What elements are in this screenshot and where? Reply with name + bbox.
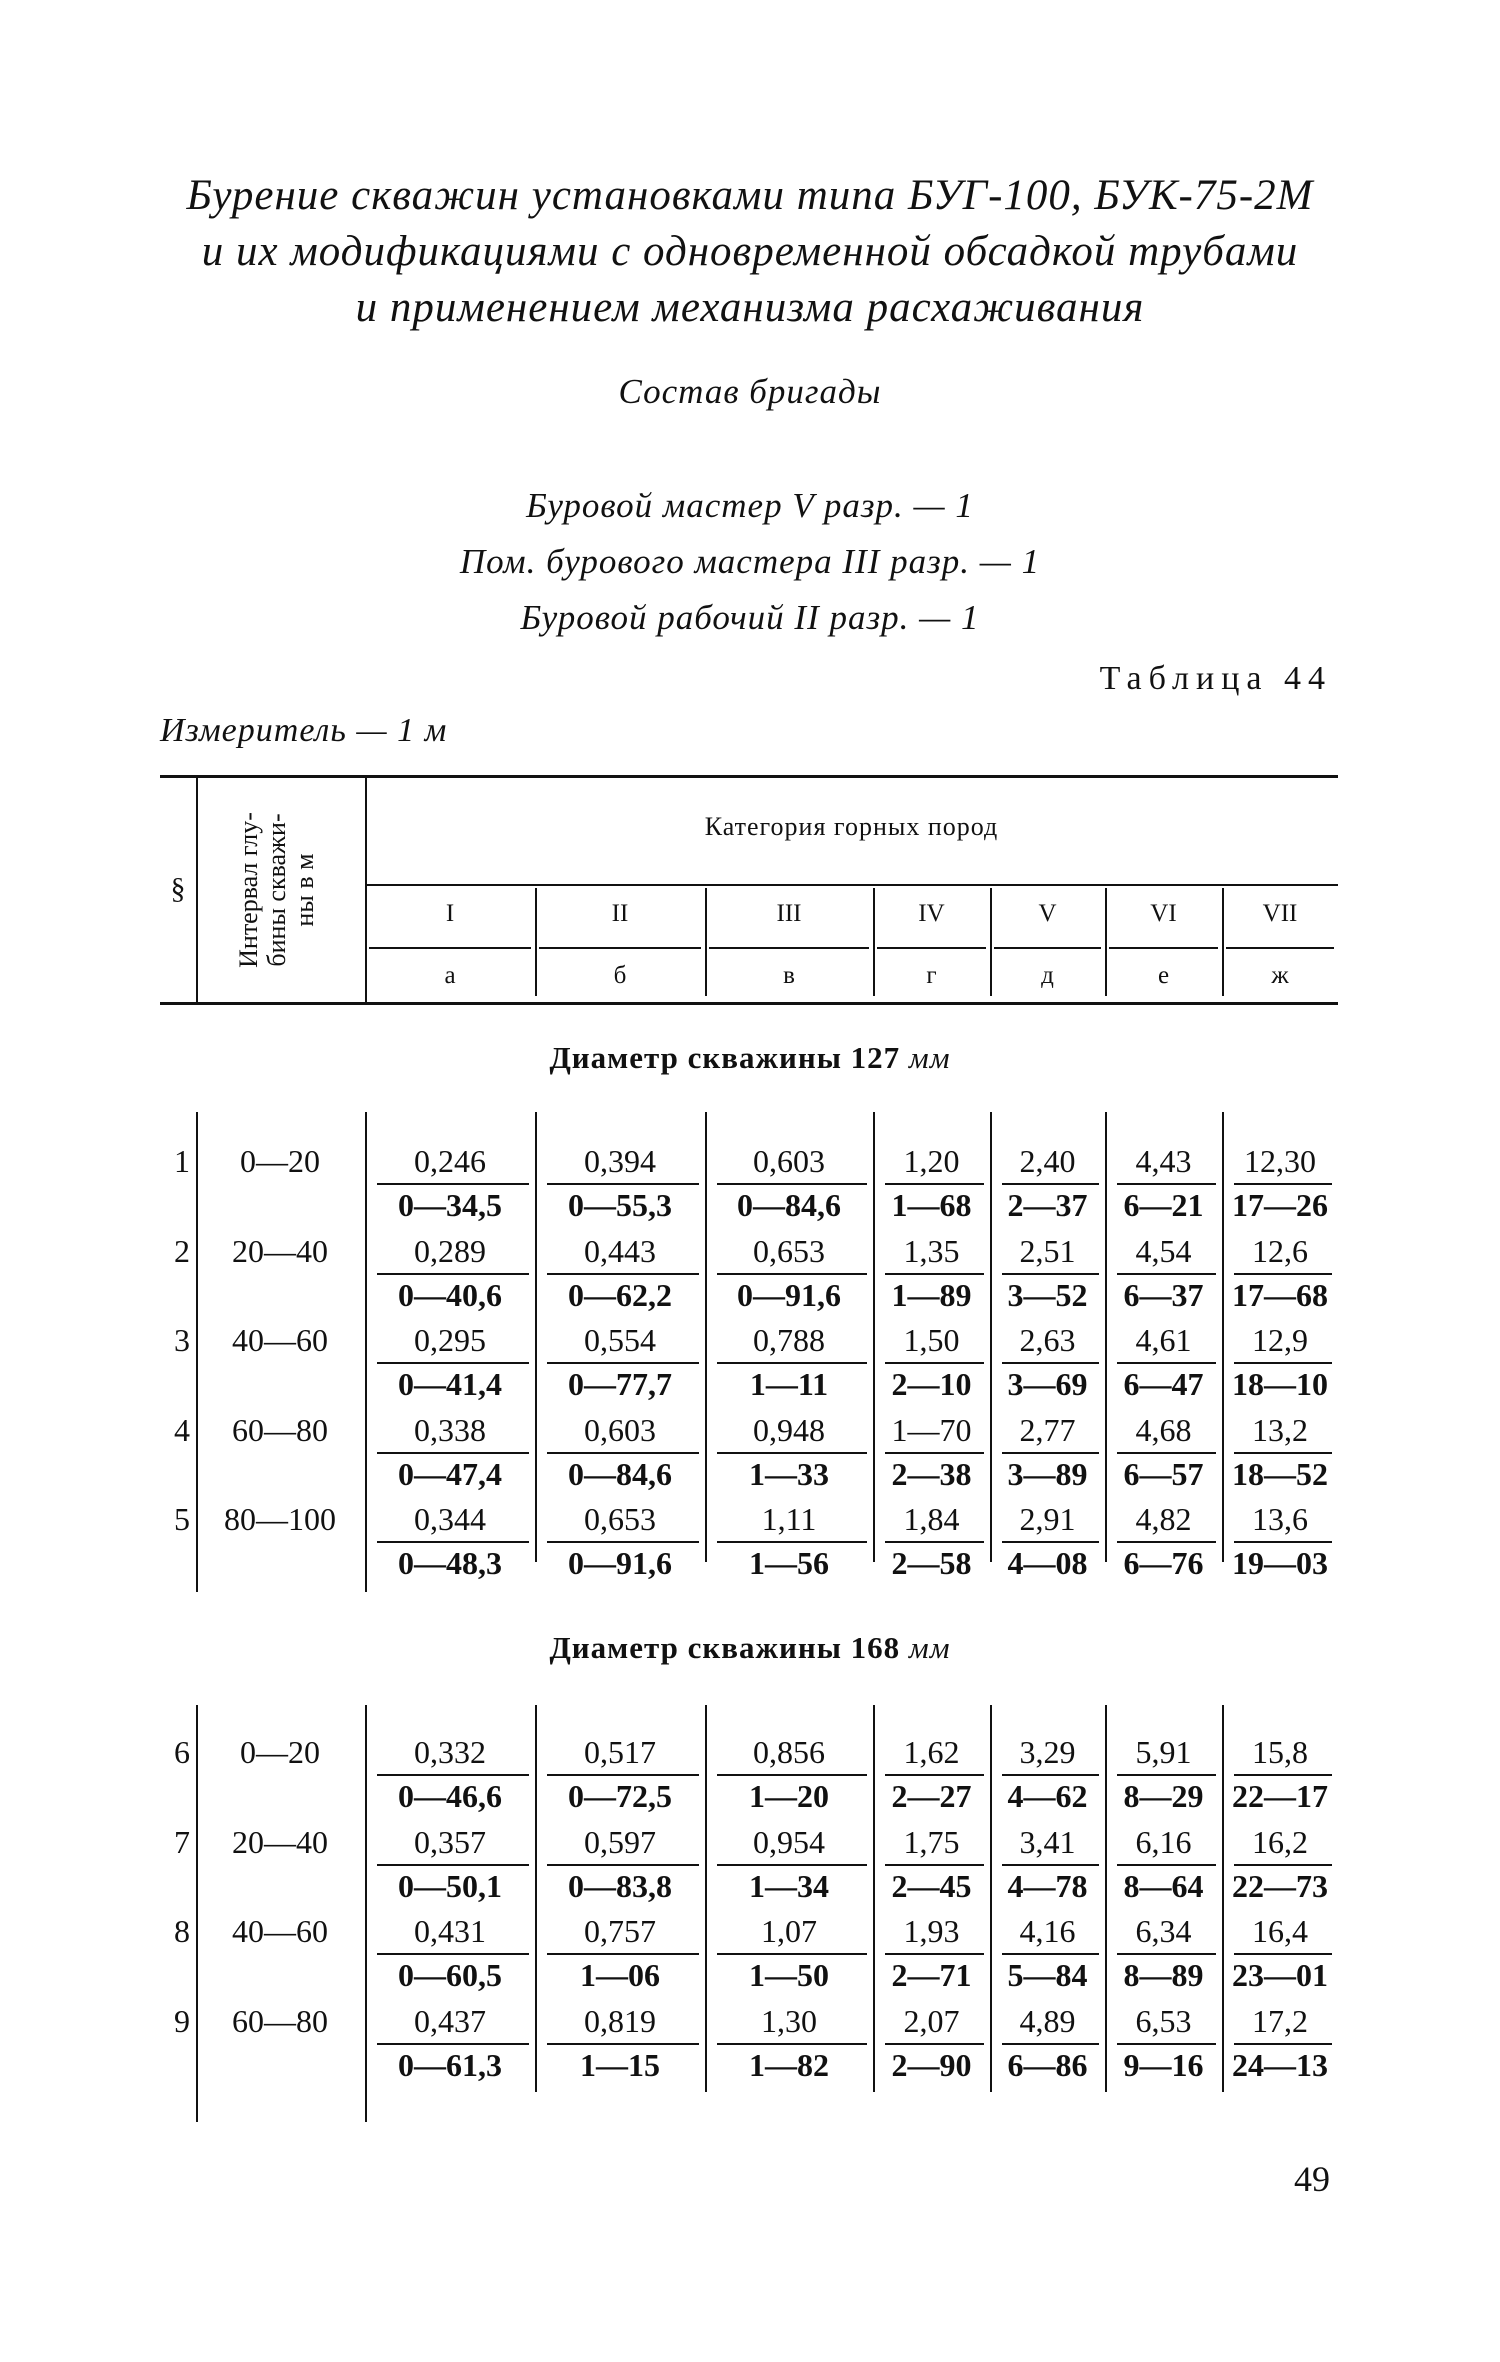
category-roman: II (611, 900, 629, 927)
depth-interval: 20—40 (232, 1232, 328, 1269)
row-number: 4 (174, 1411, 190, 1448)
cost-value: 6,16 (1135, 1823, 1192, 1860)
time-norm: 0—83,8 (568, 1867, 672, 1904)
time-norm: 1—20 (749, 1778, 829, 1814)
category-roman: IV (918, 900, 945, 927)
cost-value: 0,246 (414, 1143, 486, 1179)
cost-value: 0,332 (414, 1734, 486, 1770)
cost-value: 12,9 (1252, 1322, 1308, 1358)
time-norm: 0—60,5 (398, 1957, 502, 1993)
cost-value: 1,20 (903, 1143, 960, 1179)
crew-member: Буровой мастер V разр. — 1 (526, 486, 974, 525)
table-rule (1117, 1273, 1216, 1275)
table-rule (885, 1774, 984, 1776)
table-rule (994, 947, 1101, 949)
category-roman: VI (1150, 900, 1177, 927)
category-letter: в (783, 962, 795, 989)
cost-value: 0,289 (414, 1232, 486, 1269)
interval-header-line: Интервал глу- (234, 812, 263, 968)
time-norm: 2—71 (891, 1957, 972, 1993)
time-norm: 2—45 (891, 1867, 972, 1904)
cost-value: 0,788 (753, 1322, 825, 1358)
cost-value: 0,597 (584, 1823, 656, 1860)
row-number: 1 (174, 1143, 190, 1179)
time-norm: 1—89 (891, 1276, 972, 1313)
table-rule (1002, 1774, 1099, 1776)
table-rule (1234, 1452, 1332, 1454)
table-rule (717, 1273, 867, 1275)
cost-value: 0,948 (753, 1411, 825, 1448)
table-rule (547, 2043, 699, 2045)
table-rule (539, 947, 701, 949)
time-norm: 1—34 (749, 1867, 829, 1904)
time-norm: 1—11 (749, 1366, 829, 1402)
table-rule (547, 1774, 699, 1776)
time-norm: 23—01 (1232, 1957, 1328, 1993)
table-rule (547, 1953, 699, 1955)
cost-value: 6,53 (1135, 2002, 1192, 2039)
cost-value: 0,954 (753, 1823, 825, 1860)
table-rule (377, 1541, 529, 1543)
table-rule (885, 1273, 984, 1275)
time-norm: 22—17 (1232, 1778, 1328, 1814)
time-norm: 6—21 (1123, 1187, 1204, 1223)
cost-value: 0,757 (584, 1913, 656, 1949)
table-rule (1234, 1273, 1332, 1275)
table-rule (1226, 947, 1334, 949)
table-rule (1117, 1183, 1216, 1185)
category-letter: а (444, 962, 456, 989)
table-rule (1234, 1953, 1332, 1955)
table-rule (1002, 1452, 1099, 1454)
table-rule (1234, 1774, 1332, 1776)
time-norm: 2—37 (1007, 1187, 1088, 1223)
table-rule (1002, 1864, 1099, 1866)
cost-value: 0,653 (753, 1232, 825, 1269)
time-norm: 6—57 (1123, 1455, 1204, 1492)
cost-value: 13,2 (1252, 1411, 1308, 1448)
table-rule (1234, 1183, 1332, 1185)
time-norm: 8—29 (1123, 1778, 1204, 1814)
crew-list (0, 478, 1500, 646)
section-title (0, 1630, 1500, 1666)
category-roman: V (1038, 900, 1057, 927)
title-line-3: и применением механизма расхаживания (355, 284, 1145, 331)
cost-value: 0,344 (414, 1501, 486, 1537)
cost-value: 0,554 (584, 1322, 656, 1358)
table-rule (885, 1183, 984, 1185)
cost-value: 0,431 (414, 1913, 486, 1949)
table-rule (547, 1864, 699, 1866)
table-rule (1117, 1362, 1216, 1364)
time-norm: 0—47,4 (398, 1455, 502, 1492)
table-rule (377, 1452, 529, 1454)
time-norm: 0—91,6 (568, 1545, 672, 1581)
category-letter: ж (1271, 962, 1289, 989)
category-letter: д (1041, 962, 1054, 989)
cost-value: 4,68 (1135, 1411, 1192, 1448)
time-norm: 0—46,6 (398, 1778, 502, 1814)
cost-value: 12,30 (1244, 1143, 1316, 1179)
row-number: 9 (174, 2002, 190, 2039)
table-rule (377, 1953, 529, 1955)
table-rule (1117, 1774, 1216, 1776)
table-rule (717, 1774, 867, 1776)
time-norm: 19—03 (1232, 1545, 1328, 1581)
cost-value: 0,338 (414, 1411, 486, 1448)
cost-value: 4,43 (1135, 1143, 1192, 1179)
crew-heading: Состав бригады (618, 372, 882, 411)
table-rule (1234, 1541, 1332, 1543)
row-number: 2 (174, 1232, 190, 1269)
time-norm: 6—47 (1123, 1366, 1204, 1402)
time-norm: 0—84,6 (737, 1187, 841, 1223)
table-rule (717, 1953, 867, 1955)
table-rule (547, 1541, 699, 1543)
cost-value: 2,40 (1019, 1143, 1076, 1179)
table-rule (1109, 947, 1218, 949)
table-rule (717, 1864, 867, 1866)
table-rule (547, 1452, 699, 1454)
table-rule (717, 1541, 867, 1543)
depth-interval: 20—40 (232, 1823, 328, 1860)
time-norm: 18—10 (1232, 1366, 1328, 1402)
table-number: Таблица 44 (1099, 660, 1332, 697)
row-number: 8 (174, 1913, 190, 1949)
time-norm: 2—10 (891, 1366, 972, 1402)
section-title-unit: мм (908, 1040, 951, 1075)
row-number: 3 (174, 1322, 190, 1358)
time-norm: 0—91,6 (737, 1276, 841, 1313)
section-title-text: Диаметр скважины 168 (549, 1630, 901, 1665)
table-rule (1234, 1864, 1332, 1866)
time-norm: 3—89 (1007, 1455, 1088, 1492)
time-norm: 0—48,3 (398, 1545, 502, 1581)
time-norm: 0—50,1 (398, 1867, 502, 1904)
cost-value: 12,6 (1252, 1232, 1308, 1269)
table-rule (547, 1362, 699, 1364)
category-roman: I (445, 900, 455, 927)
table-rule (547, 1273, 699, 1275)
table-rule (377, 1864, 529, 1866)
depth-interval: 60—80 (232, 1411, 328, 1448)
time-norm: 1—68 (891, 1187, 972, 1223)
category-roman: VII (1262, 900, 1298, 927)
cost-value: 17,2 (1252, 2002, 1308, 2039)
cost-value: 2,77 (1019, 1411, 1076, 1448)
cost-value: 1,07 (761, 1913, 817, 1949)
table-rule (369, 947, 531, 949)
table-rule (885, 1362, 984, 1364)
table-rule (1002, 1953, 1099, 1955)
time-norm: 0—62,2 (568, 1276, 672, 1313)
table-rule (377, 2043, 529, 2045)
document-title (150, 168, 1350, 336)
table-rule (885, 1541, 984, 1543)
table-rule (1002, 1362, 1099, 1364)
time-norm: 6—86 (1007, 2046, 1088, 2083)
table-rule (1002, 1541, 1099, 1543)
cost-value: 13,6 (1252, 1501, 1308, 1537)
cost-value: 0,856 (753, 1734, 825, 1770)
time-norm: 2—90 (891, 2046, 972, 2083)
table-rule (885, 1452, 984, 1454)
time-norm: 3—69 (1007, 1366, 1088, 1402)
time-norm: 6—76 (1123, 1545, 1204, 1581)
time-norm: 8—64 (1123, 1867, 1204, 1904)
cost-value: 6,34 (1135, 1913, 1192, 1949)
time-norm: 3—52 (1007, 1276, 1088, 1313)
column-rule (196, 775, 198, 1002)
table-rule (547, 1183, 699, 1185)
time-norm: 0—72,5 (568, 1778, 672, 1814)
time-norm: 4—62 (1007, 1778, 1088, 1814)
cost-value: 0,517 (584, 1734, 656, 1770)
time-norm: 1—15 (580, 2046, 660, 2083)
table-rule (1117, 1953, 1216, 1955)
time-norm: 0—55,3 (568, 1187, 672, 1223)
table-rule (1002, 2043, 1099, 2045)
cost-value: 1,62 (903, 1734, 960, 1770)
section-title-unit: мм (908, 1630, 951, 1665)
cost-value: 3,41 (1019, 1823, 1076, 1860)
cost-value: 0,394 (584, 1143, 656, 1179)
cost-value: 2,07 (903, 2002, 960, 2039)
cost-value: 16,4 (1252, 1913, 1308, 1949)
table-rule (377, 1183, 529, 1185)
time-norm: 6—37 (1123, 1276, 1204, 1313)
cost-value: 0,819 (584, 2002, 656, 2039)
table-rule (1234, 2043, 1332, 2045)
time-norm: 24—13 (1232, 2046, 1328, 2083)
cost-value: 0,443 (584, 1232, 656, 1269)
interval-header-line: бины скважи- (262, 813, 291, 967)
time-norm: 22—73 (1232, 1867, 1328, 1904)
cost-value: 0,653 (584, 1501, 656, 1537)
time-norm: 5—84 (1007, 1957, 1088, 1993)
table-rule (160, 1002, 1338, 1005)
table-rule (717, 2043, 867, 2045)
column-rule (196, 1705, 198, 2122)
section-title-text: Диаметр скважины 127 (549, 1040, 901, 1075)
category-letter: б (613, 962, 627, 989)
table-rule (877, 947, 986, 949)
table-rule (377, 1273, 529, 1275)
time-norm: 4—08 (1007, 1545, 1088, 1581)
table-rule (377, 1774, 529, 1776)
cost-value: 0,603 (753, 1143, 825, 1179)
cost-value: 1,84 (903, 1501, 960, 1537)
cost-value: 4,16 (1019, 1913, 1076, 1949)
time-norm: 8—89 (1123, 1957, 1204, 1993)
depth-interval: 60—80 (232, 2002, 328, 2039)
interval-header-line: ны в м (290, 853, 319, 927)
cost-value: 0,437 (414, 2002, 486, 2039)
table-rule (377, 1362, 529, 1364)
cost-value: 0,357 (414, 1823, 486, 1860)
interval-header (235, 790, 325, 990)
table-rule (885, 2043, 984, 2045)
table-rule (365, 884, 1338, 886)
table-rule (1002, 1273, 1099, 1275)
table-rule (717, 1362, 867, 1364)
category-letter: е (1157, 962, 1170, 989)
cost-value: 16,2 (1252, 1823, 1308, 1860)
time-norm: 0—61,3 (398, 2046, 502, 2083)
time-norm: 2—38 (891, 1455, 972, 1492)
table-rule (709, 947, 869, 949)
time-norm: 0—34,5 (398, 1187, 502, 1223)
section-symbol-header: § (170, 872, 186, 905)
title-line-2: и их модификациями с одновременной обсадкой трубами (201, 228, 1299, 275)
depth-interval: 40—60 (232, 1913, 328, 1949)
row-number: 6 (174, 1734, 190, 1770)
time-norm: 18—52 (1232, 1455, 1328, 1492)
table-rule (717, 1452, 867, 1454)
cost-value: 4,54 (1135, 1232, 1192, 1269)
time-norm: 1—82 (749, 2046, 829, 2083)
cost-value: 4,89 (1019, 2002, 1076, 2039)
table-rule (1234, 1362, 1332, 1364)
time-norm: 1—56 (749, 1545, 829, 1581)
cost-value: 1,35 (903, 1232, 960, 1269)
page-number: 49 (1294, 2159, 1330, 2199)
cost-value: 4,82 (1135, 1501, 1192, 1537)
time-norm: 1—06 (580, 1957, 660, 1993)
cost-value: 0,295 (414, 1322, 486, 1358)
column-rule (196, 1112, 198, 1592)
time-norm: 2—27 (891, 1778, 972, 1814)
time-norm: 0—84,6 (568, 1455, 672, 1492)
cost-value: 0,603 (584, 1411, 656, 1448)
cost-value: 15,8 (1252, 1734, 1308, 1770)
cost-value: 1,11 (761, 1501, 817, 1537)
cost-value: 4,61 (1135, 1322, 1192, 1358)
cost-value: 3,29 (1019, 1734, 1076, 1770)
table-rule (160, 775, 1338, 778)
cost-value: 5,91 (1135, 1734, 1192, 1770)
table-rule (1117, 1452, 1216, 1454)
time-norm: 1—33 (749, 1455, 829, 1492)
row-number: 5 (174, 1501, 190, 1537)
cost-value: 1,93 (903, 1913, 960, 1949)
table-rule (1117, 1864, 1216, 1866)
table-rule (1002, 1183, 1099, 1185)
time-norm: 9—16 (1123, 2046, 1204, 2083)
table-rule (1117, 1541, 1216, 1543)
title-line-1: Бурение скважин установками типа БУГ-100, БУК-75-2М (186, 172, 1314, 219)
crew-member: Буровой рабочий II разр. — 1 (520, 598, 980, 637)
table-rule (717, 1183, 867, 1185)
time-norm: 17—26 (1232, 1187, 1328, 1223)
category-letter: г (926, 962, 937, 989)
cost-value: 2,91 (1019, 1501, 1076, 1537)
cost-value: 1—70 (891, 1411, 972, 1448)
time-norm: 0—40,6 (398, 1276, 502, 1313)
time-norm: 17—68 (1232, 1276, 1328, 1313)
cost-value: 1,30 (761, 2002, 817, 2039)
cost-value: 1,50 (903, 1322, 960, 1358)
category-header: Категория горных пород (704, 812, 999, 841)
unit-of-measure: Измеритель — 1 м (160, 712, 448, 749)
time-norm: 4—78 (1007, 1867, 1088, 1904)
time-norm: 0—41,4 (398, 1366, 502, 1402)
table-rule (885, 1953, 984, 1955)
depth-interval: 80—100 (224, 1501, 336, 1537)
row-number: 7 (174, 1823, 190, 1860)
section-title (0, 1040, 1500, 1076)
table-rule (1117, 2043, 1216, 2045)
depth-interval: 40—60 (232, 1322, 328, 1358)
time-norm: 1—50 (749, 1957, 829, 1993)
table-rule (885, 1864, 984, 1866)
cost-value: 1,75 (903, 1823, 960, 1860)
depth-interval: 0—20 (240, 1143, 320, 1179)
time-norm: 2—58 (891, 1545, 972, 1581)
cost-value: 2,51 (1019, 1232, 1076, 1269)
crew-member: Пом. бурового мастера III разр. — 1 (459, 542, 1041, 581)
category-roman: III (776, 900, 802, 927)
cost-value: 2,63 (1019, 1322, 1076, 1358)
depth-interval: 0—20 (240, 1734, 320, 1770)
time-norm: 0—77,7 (568, 1366, 672, 1402)
